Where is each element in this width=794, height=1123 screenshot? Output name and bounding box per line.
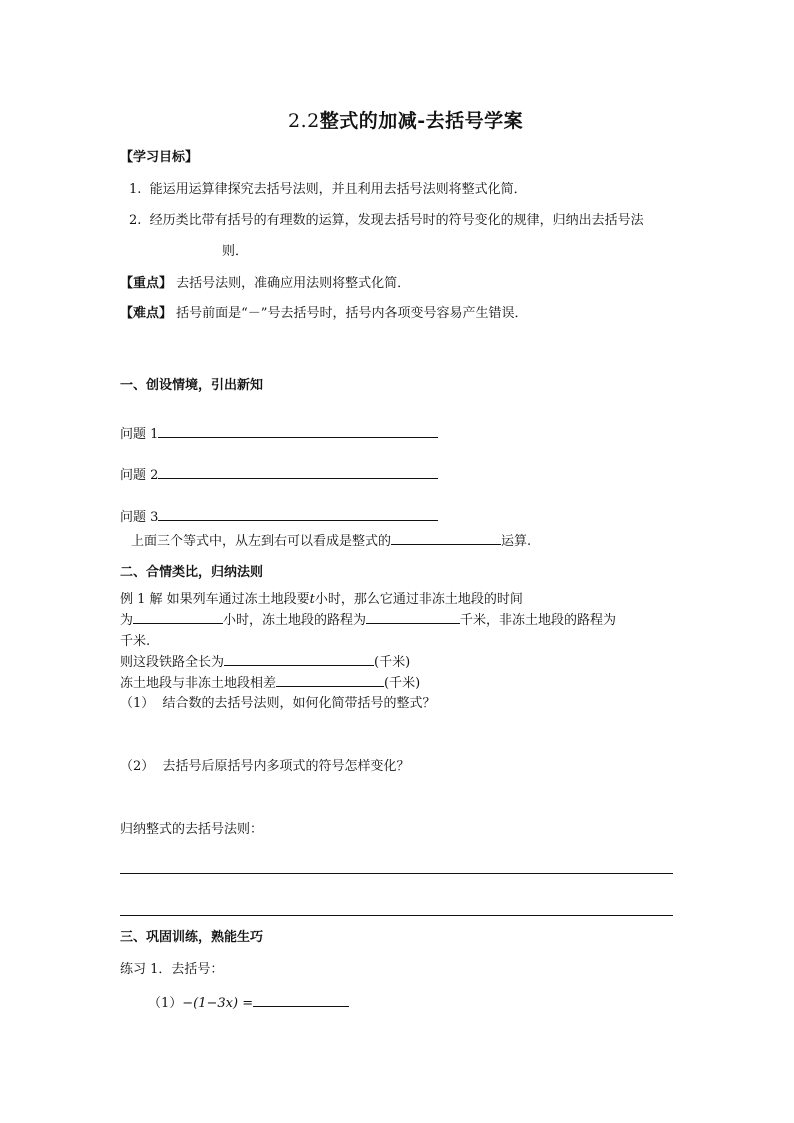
objective-item-2-cont: 则． bbox=[222, 244, 249, 259]
answer-blank[interactable] bbox=[253, 992, 349, 1007]
sub-question-1: （1） 结合数的去括号法则，如何化简带括号的整式？ bbox=[120, 696, 436, 711]
question-1: 问题 1 bbox=[120, 423, 438, 442]
sub-question-2: （2） 去括号后原括号内多项式的符号怎样变化？ bbox=[120, 759, 410, 774]
answer-blank[interactable] bbox=[224, 651, 374, 666]
answer-line[interactable] bbox=[120, 873, 673, 874]
title-text: 整式的加减-去括号学案 bbox=[319, 110, 524, 132]
answer-blank[interactable] bbox=[391, 530, 501, 545]
example-line-1: 例 1 解 如果列车通过冻土地段要t小时，那么它通过非冻土地段的时间 bbox=[120, 592, 523, 607]
example-line-5: 冻土地段与非冻土地段相差 (千米) bbox=[120, 672, 420, 691]
answer-blank[interactable] bbox=[158, 423, 438, 438]
question-3: 问题 3 bbox=[120, 506, 438, 525]
example-line-2: 为 小时，冻土地段的路程为 千米，非冻土地段的路程为 bbox=[120, 609, 616, 628]
answer-blank[interactable] bbox=[158, 506, 438, 521]
answer-line[interactable] bbox=[120, 915, 673, 916]
key-point: 【重点】 去括号法则，准确应用法则将整式化简． bbox=[120, 276, 411, 291]
difficulty: 【难点】 括号前面是“－”号去括号时，括号内各项变号容易产生错误． bbox=[120, 306, 528, 321]
objectives-heading: 【学习目标】 bbox=[120, 150, 199, 165]
answer-blank[interactable] bbox=[158, 464, 438, 479]
title-number: 2.2 bbox=[288, 110, 320, 132]
exercise-item-1: （1）−(1−3x) = bbox=[148, 992, 349, 1011]
answer-blank[interactable] bbox=[366, 609, 460, 624]
section3-heading: 三、巩固训练，熟能生巧 bbox=[120, 930, 264, 945]
question-2: 问题 2 bbox=[120, 464, 438, 483]
page-title bbox=[288, 106, 523, 133]
answer-blank[interactable] bbox=[276, 672, 384, 687]
example-line-3: 千米. bbox=[120, 634, 151, 649]
answer-blank[interactable] bbox=[133, 609, 223, 624]
example-line-4: 则这段铁路全长为 (千米) bbox=[120, 651, 410, 670]
objective-item-2: 2. 经历类比带有括号的有理数的运算，发现去括号时的符号变化的规律，归纳出去括号法 bbox=[129, 213, 644, 228]
section1-heading: 一、创设情境，引出新知 bbox=[120, 378, 264, 393]
rule-label: 归纳整式的去括号法则： bbox=[120, 822, 264, 837]
section2-heading: 二、合情类比，归纳法则 bbox=[120, 565, 264, 580]
exercise-1: 练习 1．去括号： bbox=[120, 962, 224, 977]
objective-item-1: 1. 能运用运算律探究去括号法则，并且利用去括号法则将整式化简． bbox=[129, 182, 527, 197]
section1-summary: 上面三个等式中，从左到右可以看成是整式的 运算. bbox=[131, 530, 531, 549]
